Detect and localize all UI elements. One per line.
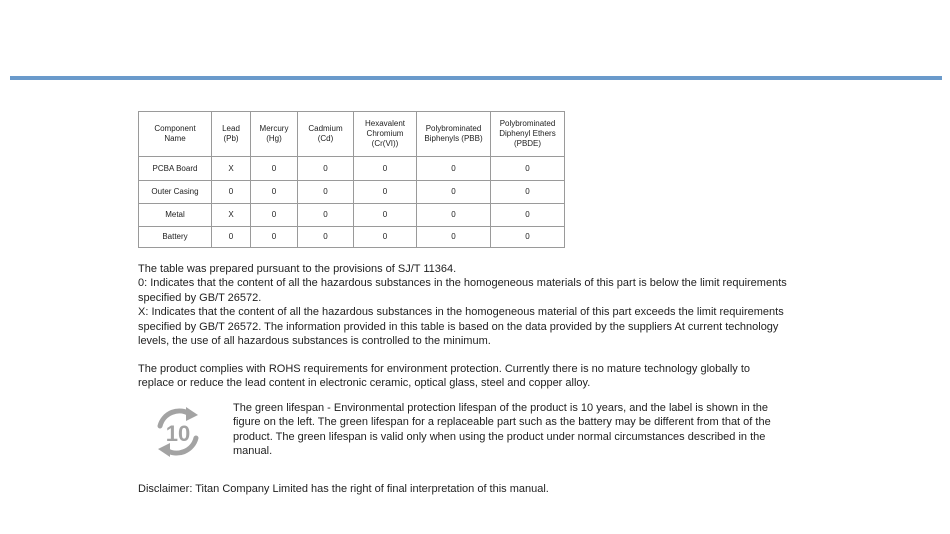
table-cell: X [212, 157, 251, 181]
table-cell: 0 [251, 227, 298, 248]
header-component-name: Component Name [139, 112, 212, 157]
table-cell: 0 [354, 157, 417, 181]
disclaimer [138, 482, 778, 496]
table-cell: Metal [139, 204, 212, 227]
table-row [139, 227, 565, 248]
table-cell: PCBA Board [139, 157, 212, 181]
table-cell: 0 [417, 157, 491, 181]
table-row [139, 181, 565, 204]
table-cell: 0 [251, 157, 298, 181]
hazardous-substances-table [138, 111, 565, 248]
table-cell: 0 [417, 181, 491, 204]
header-cadmium: Cadmium (Cd) [298, 112, 354, 157]
header-hexavalent-chromium: Hexavalent Chromium (Cr(VI)) [354, 112, 417, 157]
table-cell: 0 [212, 227, 251, 248]
header-pbde: Polybrominated Diphenyl Ethers (PBDE) [491, 112, 565, 157]
table-cell: 0 [251, 204, 298, 227]
lifespan-text: The green lifespan - Environmental protection lifespan of the product is 10 years, and the label is shown in the figure on the left. The green lifespan for a replaceable part such as the battery may be different from that of the product. The green lifespan is valid only when using the product under normal circumstances described in the manual. [233, 402, 771, 458]
rohs-compliance-statement [138, 362, 778, 391]
table-cell: 0 [491, 157, 565, 181]
table-cell: 0 [212, 181, 251, 204]
table-notes [138, 262, 798, 348]
note-x-definition: X: Indicates that the content of all the hazardous substances in the homogeneous material of this part exceeds the limit requirements specified by GB/T 26572. The information provided in this table is based on the data provided by the suppliers At current technology levels, the use of all hazardous substances is controlled to the minimum. [138, 306, 784, 348]
green-lifespan-10-icon [148, 404, 208, 460]
note-zero-definition: 0: Indicates that the content of all the hazardous substances in the homogeneous materials of this part is below the limit requirements specified by GB/T 26572. [138, 277, 787, 304]
disclaimer-text: Disclaimer: Titan Company Limited has the right of final interpretation of this manual. [138, 483, 549, 495]
header-mercury: Mercury (Hg) [251, 112, 298, 157]
table-cell: 0 [417, 204, 491, 227]
table-cell: 0 [354, 227, 417, 248]
header-rule [10, 76, 942, 80]
table-row [139, 204, 565, 227]
table-cell: 0 [491, 204, 565, 227]
green-lifespan-description [233, 401, 773, 459]
table-cell: 0 [298, 227, 354, 248]
table-cell: 0 [417, 227, 491, 248]
table-cell: Outer Casing [139, 181, 212, 204]
note-standard: The table was prepared pursuant to the provisions of SJ/T 11364. [138, 263, 457, 275]
recycle-10-icon [148, 404, 208, 460]
table-row [139, 157, 565, 181]
table-cell: 0 [251, 181, 298, 204]
table-cell: 0 [298, 181, 354, 204]
table-cell: Battery [139, 227, 212, 248]
table-cell: 0 [491, 181, 565, 204]
header-lead: Lead (Pb) [212, 112, 251, 157]
header-pbb: Polybrominated Biphenyls (PBB) [417, 112, 491, 157]
table-cell: 0 [298, 157, 354, 181]
table-cell: 0 [354, 204, 417, 227]
table-cell: 0 [298, 204, 354, 227]
lifespan-years-label: 10 [165, 421, 191, 446]
table-header-row [139, 112, 565, 157]
table-cell: 0 [491, 227, 565, 248]
table-cell: 0 [354, 181, 417, 204]
table-cell: X [212, 204, 251, 227]
compliance-text: The product complies with ROHS requirements for environment protection. Currently there is no mature technology globally to replace or reduce the lead content in electronic ceramic, optical glass, steel and copper alloy. [138, 363, 751, 390]
